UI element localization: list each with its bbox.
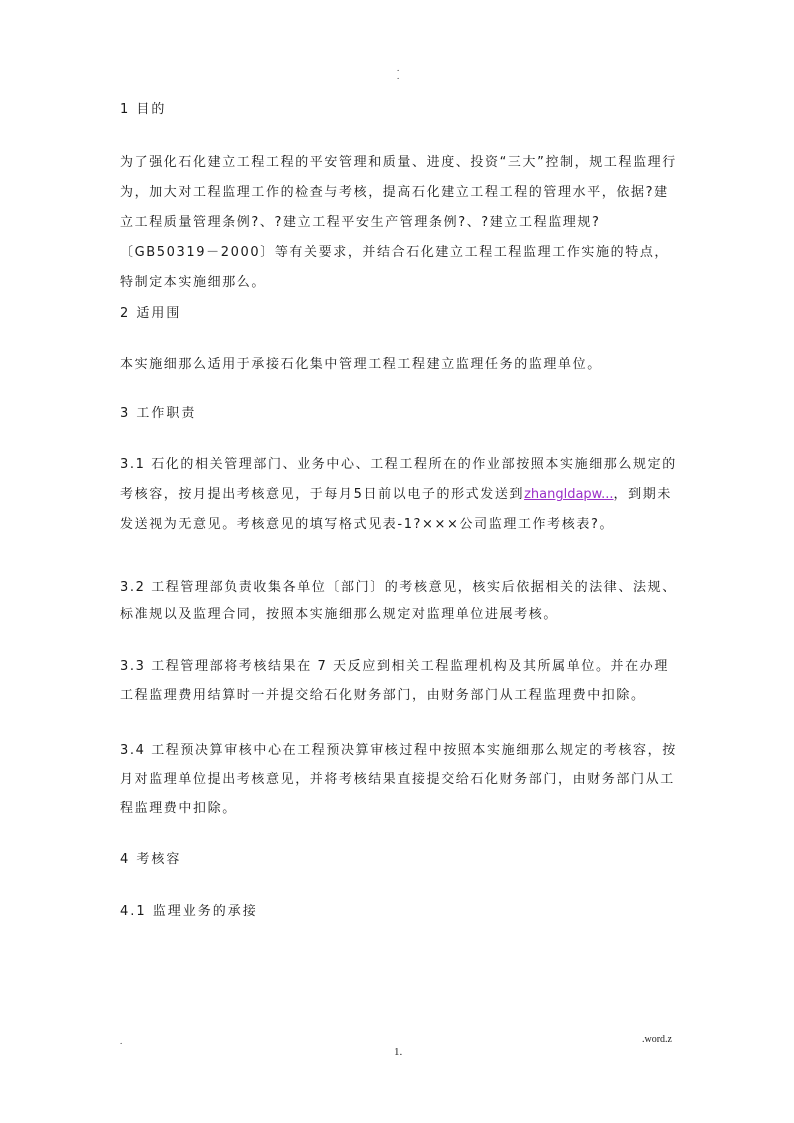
section-2-body: 本实施细那么适用于承接石化集中管理工程工程建立监理任务的监理单位。 bbox=[120, 357, 602, 372]
section-1-title: 1 目的 bbox=[120, 102, 167, 117]
section-3-2-paragraph: 3.2 工程管理部负责收集各单位〔部门〕的考核意见，核实后依据相关的法律、法规、标准规以及监理合同，按照本实施细那么规定对监理单位进展考核。 bbox=[120, 580, 677, 622]
section-3-4-paragraph: 3.4 工程预决算审核中心在工程预决算审核过程中按照本实施细那么规定的考核容，按月对监理单位提出考核意见，并将考核结果直接提交给石化财务部门，由财务部门从工程监理费中扣除。 bbox=[120, 743, 677, 816]
footer-left-mark: . bbox=[120, 1036, 123, 1046]
header-mark: . . bbox=[397, 63, 400, 81]
section-2-title: 2 适用围 bbox=[120, 306, 182, 321]
email-link[interactable]: zhangldapw... bbox=[524, 487, 614, 502]
section-3-title: 3 工作职责 bbox=[120, 406, 197, 421]
footer-right-text: .word.z bbox=[642, 1034, 672, 1045]
page-number: 1. bbox=[394, 1046, 403, 1058]
section-3-1-paragraph bbox=[120, 450, 680, 540]
section-4-1-title: 4.1 监理业务的承接 bbox=[120, 904, 258, 919]
section-3-1-text-before-link: 3.1 石化的相关管理部门、业务中心、工程工程所在的作业部按照本实施细那么规定的考核容，按月提出考核意见，于每月5日前以电子的形式发送到 bbox=[120, 457, 677, 502]
section-4-title: 4 考核容 bbox=[120, 852, 182, 867]
section-1-body: 为了强化石化建立工程工程的平安管理和质量、进度、投资“三大”控制，规工程监理行为，加大对工程监理工作的检查与考核，提高石化建立工程工程的管理水平，依据?建立工程质量管理条例?、?建立工程平安生产管理条例?、?建立工程监理规?〔GB50319－2000〕等有关要求，并结合石化建立工程工程监理工作实施的特点，特制定本实施细那么。 bbox=[120, 155, 677, 290]
section-3-3-paragraph: 3.3 工程管理部将考核结果在 7 天反应到相关工程监理机构及其所属单位。并在办理工程监理费用结算时一并提交给石化财务部门，由财务部门从工程监理费中扣除。 bbox=[120, 659, 669, 703]
section-3-1-text-after-link: ，到期未发送视为无意见。考核意见的填写格式见表-1?×××公司监理工作考核表?。 bbox=[120, 487, 672, 532]
